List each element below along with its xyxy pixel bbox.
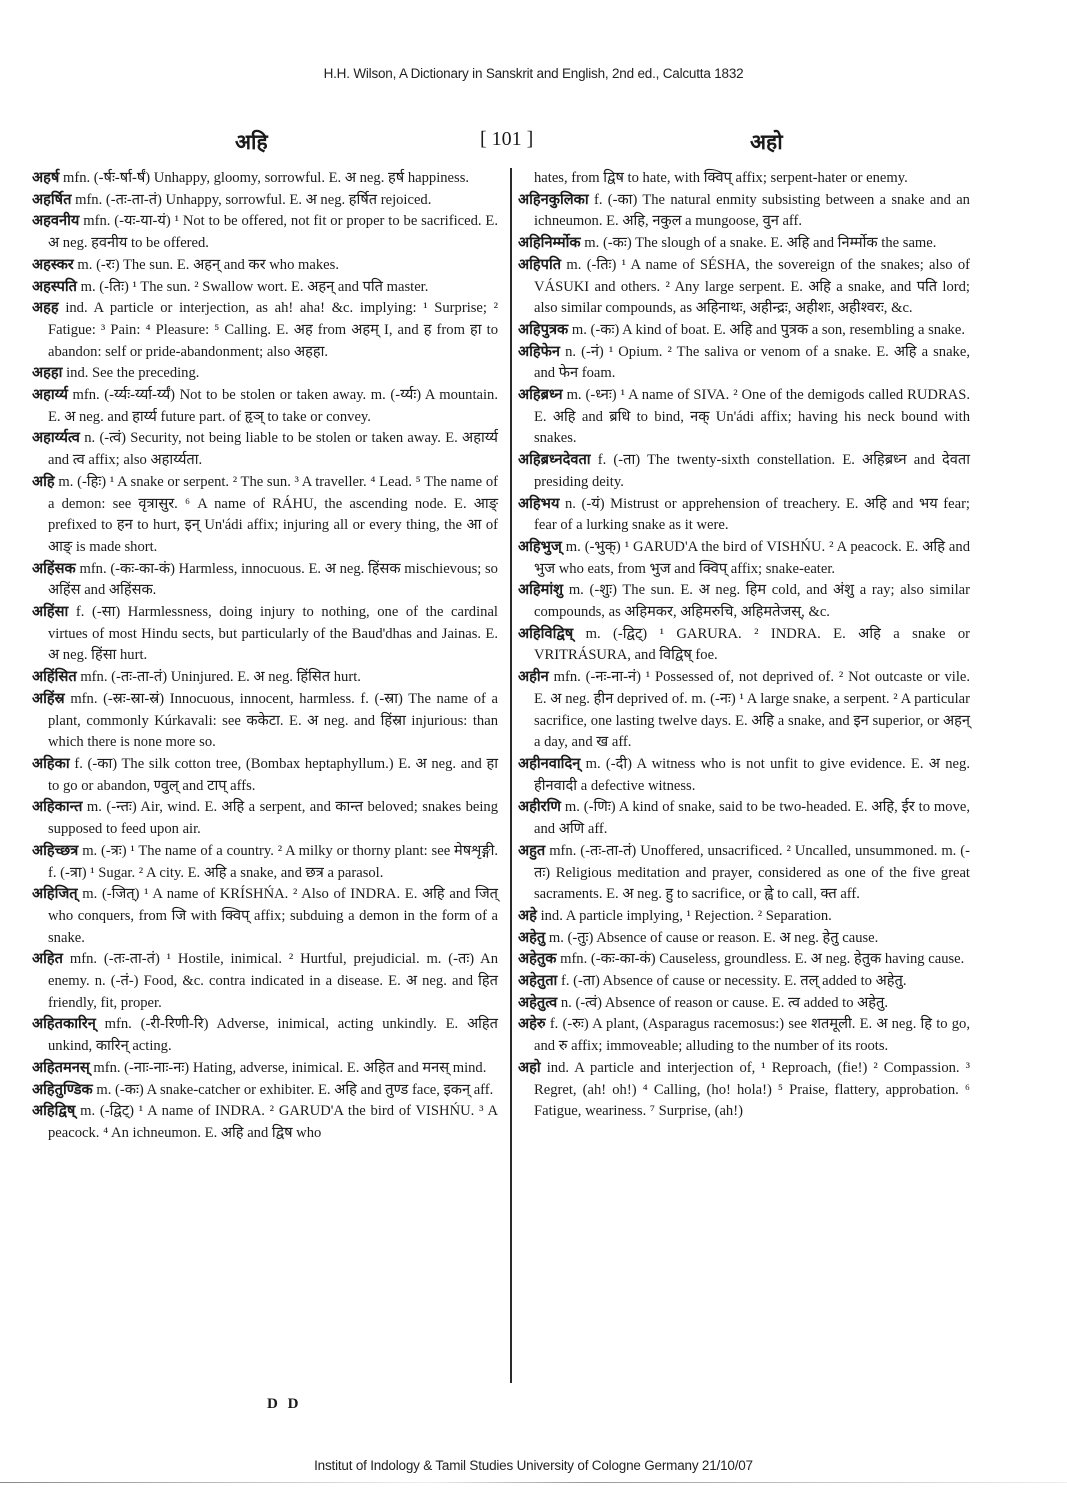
entry-headword: अहार्य्यत्व bbox=[32, 430, 80, 447]
dictionary-entry bbox=[32, 841, 498, 884]
dictionary-entry bbox=[518, 928, 970, 950]
dictionary-entry bbox=[32, 1058, 498, 1080]
entry-definition: m. (-तिः) ¹ A name of SÉSHA, the sovereign of the snakes; also of VÁSUKI and others. ² Any large serpent. E. अहि a snake, and पति lord; also similar compounds, as अहिनाथः, अहीन्द्रः, अहीशः, अहीश्वरः, &c. bbox=[534, 256, 971, 317]
entry-definition: f. (-ता) The twenty-sixth constellation. E. अहिब्रध्न and देवता presiding deity. bbox=[534, 452, 970, 490]
dictionary-entry bbox=[518, 949, 970, 971]
entry-definition: m. (-भुक्) ¹ GARUD'A the bird of VISHŃU. ² A peacock. E. अहि and भुज who eats, from भुज and क्विप् affix; snake-eater. bbox=[534, 538, 970, 577]
entry-headword: अहिब्रध्न bbox=[518, 387, 563, 404]
entry-definition: f. (-रुः) A plant, (Asparagus racemosus:) see शतमूली. E. अ neg. हि to go, and रु affix; immoveable; alluding to the number of its roots. bbox=[534, 1016, 970, 1055]
entry-definition: mfn. (-री-रिणी-रि) Adverse, inimical, acting unkindly. E. अहित unkind, कारिन् acting. bbox=[48, 1016, 498, 1055]
continued-entry-text: hates, from द्विष to hate, with क्विप् affix; serpent-hater or enemy. bbox=[534, 170, 908, 186]
entry-definition: f. (-ता) Absence of cause or necessity. E. तल् added to अहेतु. bbox=[560, 973, 907, 990]
dictionary-entry bbox=[518, 233, 970, 255]
right-column bbox=[518, 168, 970, 1123]
entry-definition: n. (-यं) Mistrust or apprehension of treachery. E. अहि and भय fear; fear of a lurking snake as it were. bbox=[534, 495, 970, 534]
dictionary-entry bbox=[518, 624, 970, 667]
entry-definition: m. (-त्रः) ¹ The name of a country. ² A milky or thorny plant: see मेषशृङ्गी. f. (-त्रा) ¹ Sugar. ² A city. E. अहि a snake, and छत्र a parasol. bbox=[48, 842, 498, 881]
entry-definition: mfn. (-र्षः-र्षा-र्षं) Unhappy, gloomy, sorrowful. E. अ neg. हर्ष happiness. bbox=[63, 170, 470, 186]
dictionary-entry bbox=[32, 211, 498, 254]
entry-headword: अहार्य्य bbox=[32, 387, 68, 404]
entry-headword: अहिंसा bbox=[32, 604, 69, 621]
source-header: H.H. Wilson, A Dictionary in Sanskrit and English, 2nd ed., Calcutta 1832 bbox=[323, 66, 744, 81]
entry-headword: अहित bbox=[32, 951, 63, 968]
entry-definition: mfn. (-तः-ता-तं) Unhappy, sorrowful. E. अ neg. हर्षित rejoiced. bbox=[75, 191, 432, 208]
entry-headword: अहिजित् bbox=[32, 886, 78, 903]
entry-definition: m. (-न्तः) Air, wind. E. अहि a serpent, and कान्त beloved; snakes being supposed to feed upon air. bbox=[48, 799, 498, 838]
dictionary-entry bbox=[518, 841, 970, 906]
entry-headword: अहह bbox=[32, 300, 59, 317]
entry-headword: अहे bbox=[518, 907, 537, 924]
entry-definition: m. (-शुः) The sun. E. अ neg. हिम cold, and अंशु a ray; also similar compounds, as अहिमकर, अहिमरुचि, अहिमतेजस्, &c. bbox=[534, 582, 970, 621]
running-head bbox=[0, 128, 1067, 158]
dictionary-entry bbox=[518, 450, 970, 493]
entry-definition: f. (-का) The natural enmity subsisting between a snake and an ichneumon. E. अहि, नकुल a mungoose, वुन aff. bbox=[534, 191, 970, 230]
entry-headword: अहिमांशु bbox=[518, 582, 564, 599]
entry-definition: mfn. (-र्य्यः-र्य्या-र्य्यं) Not to be stolen or taken away. m. (-र्य्यः) A mountain. E. अ neg. and हार्य्य future part. of हृञ् to take or convey. bbox=[48, 387, 498, 425]
entry-definition: mfn. (-तः-ता-तं) Unoffered, unsacrificed. ² Uncalled, unsummoned. m. (-तः) Religious meditation and prayer, considered as one of the five great sacraments. E. अ neg. हु to sacrifice, or ह्वे to call, क्त aff. bbox=[534, 842, 970, 903]
dictionary-entry bbox=[32, 190, 498, 212]
entry-definition: m. (-तुः) Absence of cause or reason. E. अ neg. हेतु cause. bbox=[548, 929, 879, 946]
entry-definition: m. (-कः) A snake-catcher or exhibiter. E. अहि and तुण्ड face, इकन् aff. bbox=[96, 1081, 494, 1098]
entry-definition: n. (-त्वं) Absence of reason or cause. E. त्व added to अहेतु. bbox=[560, 994, 889, 1011]
dictionary-entry bbox=[518, 190, 970, 233]
entry-definition: n. (-नं) ¹ Opium. ² The saliva or venom of a snake. E. अहि a snake, and फेन foam. bbox=[534, 343, 970, 382]
dictionary-entry bbox=[32, 667, 498, 689]
entry-headword: अहि bbox=[32, 473, 55, 490]
dictionary-entry bbox=[32, 884, 498, 949]
dictionary-entry bbox=[32, 385, 498, 428]
dictionary-entry bbox=[32, 168, 498, 190]
entry-definition: mfn. (-तः-ता-तं) Uninjured. E. अ neg. हिंसित hurt. bbox=[80, 669, 361, 686]
entry-definition: mfn. (-कः-का-कं) Causeless, groundless. E. अ neg. हेतुक having cause. bbox=[560, 951, 965, 968]
scan-edge-line bbox=[0, 1482, 1067, 1483]
entry-headword: अहितुण्डिक bbox=[32, 1081, 93, 1098]
dictionary-entry bbox=[32, 277, 498, 299]
dictionary-entry bbox=[518, 971, 970, 993]
entry-definition: m. (-रः) The sun. E. अहन् and कर who makes. bbox=[77, 256, 339, 273]
entry-definition: mfn. (-स्रः-स्रा-स्रं) Innocuous, innocent, harmless. f. (-स्रा) The name of a plant, commonly Kúrkavali: see ककेटा. E. अ neg. and हिंस्रा injurious: than which there is none more so. bbox=[48, 690, 498, 751]
entry-headword: अहिच्छत्र bbox=[32, 842, 79, 859]
entry-headword: अहुत bbox=[518, 842, 546, 859]
entry-headword: अहो bbox=[518, 1059, 541, 1076]
dictionary-entry bbox=[518, 667, 970, 754]
entry-headword: अहिपति bbox=[518, 256, 562, 273]
page-number: [ 101 ] bbox=[480, 128, 534, 150]
entry-headword: अहिब्रध्नदेवता bbox=[518, 452, 591, 469]
dictionary-entry bbox=[518, 537, 970, 580]
dictionary-entry bbox=[32, 689, 498, 754]
dictionary-entry bbox=[518, 754, 970, 797]
dictionary-entry bbox=[32, 255, 498, 277]
entry-definition: m. (-तिः) ¹ The sun. ² Swallow wort. E. अहन् and पति master. bbox=[80, 278, 429, 295]
dictionary-entry bbox=[32, 797, 498, 840]
entry-headword: अहिविद्विष् bbox=[518, 625, 574, 642]
dictionary-entry bbox=[32, 949, 498, 1014]
entry-definition: f. (-का) The silk cotton tree, (Bombax heptaphyllum.) E. अ neg. and हा to go or abandon, ण्वुल् and टाप् affs. bbox=[48, 755, 498, 794]
entry-definition: m. (-हिः) ¹ A snake or serpent. ² The sun. ³ A traveller. ⁴ Lead. ⁵ The name of a demon: see वृत्रासुर. ⁶ A name of RÁHU, the ascending node. E. आङ् prefixed to हन to hurt, इन् Un'ádi affix; injuring all or every thing, the आ of आङ् is made short. bbox=[48, 473, 498, 555]
entry-definition: ind. See the preceding. bbox=[66, 365, 200, 382]
dictionary-entry bbox=[32, 1101, 498, 1144]
entry-definition: m. (-द्विट्) ¹ GARURA. ² INDRA. E. अहि a snake or VRITRÁSURA, and विद्विष् foe. bbox=[534, 625, 971, 664]
entry-headword: अहहा bbox=[32, 365, 63, 382]
entry-headword: अहिभय bbox=[518, 495, 560, 512]
entry-headword: अहेतुता bbox=[518, 973, 558, 990]
dictionary-entry bbox=[32, 602, 498, 667]
signature-mark: D D bbox=[267, 1396, 302, 1412]
dictionary-entry bbox=[32, 1014, 498, 1057]
entry-definition: m. (-द्विट्) ¹ A name of INDRA. ² GARUD'A the bird of VISHŃU. ³ A peacock. ⁴ An ichneumon. E. अहि and द्विष who bbox=[48, 1103, 498, 1141]
entry-headword: अहीरणि bbox=[518, 799, 561, 816]
entry-headword: अहितमनस् bbox=[32, 1059, 90, 1076]
entry-headword: अहिंसित bbox=[32, 669, 77, 686]
entry-headword: अहवनीय bbox=[32, 213, 80, 230]
entry-definition: m. (-कः) A kind of boat. E. अहि and पुत्रक a son, resembling a snake. bbox=[571, 321, 965, 338]
entry-headword: अहेतु bbox=[518, 929, 546, 946]
entry-headword: अहेतुत्व bbox=[518, 994, 558, 1011]
left-column bbox=[32, 168, 498, 1145]
entry-headword: अहिफेन bbox=[518, 343, 561, 360]
entry-definition: m. (-दी) A witness who is not unfit to give evidence. E. अ neg. हीनवादी a defective witness. bbox=[534, 755, 970, 794]
entry-headword: अहितकारिन् bbox=[32, 1016, 96, 1033]
entry-definition: f. (-सा) Harmlessness, doing injury to nothing, one of the cardinal virtues of most Hindu sects, but particularly of the Baud'dhas and Jainas. E. अ neg. हिंसा hurt. bbox=[48, 604, 498, 664]
entry-headword: अहीन bbox=[518, 669, 549, 686]
entry-headword: अहिंस्र bbox=[32, 690, 65, 707]
dictionary-entry bbox=[32, 1080, 498, 1102]
dictionary-entry bbox=[518, 993, 970, 1015]
dictionary-entry bbox=[518, 494, 970, 537]
entry-definition: ind. A particle or interjection, as ah! aha! &c. implying: ¹ Surprise; ² Fatigue: ³ Pain: ⁴ Pleasure: ⁵ Calling. E. अह from अहम् I, and ह from हा to abandon: self or pride-abandonment; also अहहा. bbox=[48, 300, 498, 360]
dictionary-entry bbox=[32, 559, 498, 602]
entry-headword: अहर्षित bbox=[32, 191, 72, 208]
entry-headword: अहिद्विष् bbox=[32, 1103, 76, 1120]
left-guide-word: अहि bbox=[235, 129, 268, 154]
dictionary-entry bbox=[518, 342, 970, 385]
entry-headword: अहिका bbox=[32, 755, 70, 772]
entry-headword: अहिनकुलिका bbox=[518, 191, 589, 208]
dictionary-entry bbox=[518, 906, 970, 928]
entry-headword: अहस्पति bbox=[32, 278, 77, 295]
entry-headword: अहिनिर्म्मोक bbox=[518, 235, 581, 252]
dictionary-entry bbox=[518, 580, 970, 623]
dictionary-entry bbox=[32, 754, 498, 797]
entry-definition: m. (-कः) The slough of a snake. E. अहि and निर्म्मोक the same. bbox=[584, 235, 937, 252]
entry-headword: अहिकान्त bbox=[32, 799, 83, 816]
entry-definition: mfn. (-तः-ता-तं) ¹ Hostile, inimical. ² Hurtful, prejudicial. m. (-तः) An enemy. n. (-तं-) Food, &c. contra indicated in a disease. E. अ neg. and हित friendly, fit, proper. bbox=[48, 951, 499, 1011]
entry-headword: अहिभुज् bbox=[518, 538, 562, 555]
entry-definition: m. (-ध्नः) ¹ A name of SIVA. ² One of the demigods called RUDRAS. E. अहि and ब्रधि to bind, नक् Un'ádi affix; having his neck bound with snakes. bbox=[534, 387, 970, 447]
entry-definition: m. (-जित्) ¹ A name of KRÍSHŃA. ² Also of INDRA. E. अहि and जित् who conquers, from जि with क्विप् affix; subduing a demon in the form of a snake. bbox=[48, 886, 499, 946]
entry-headword: अहर्ष bbox=[32, 170, 60, 186]
entry-definition: mfn. (-यः-या-यं) ¹ Not to be offered, not fit or proper to be sacrificed. E. अ neg. हवनीय to be offered. bbox=[48, 213, 498, 252]
entry-definition: mfn. (-नः-ना-नं) ¹ Possessed of, not deprived of. ² Not outcaste or vile. E. अ neg. हीन deprived of. m. (-नः) ¹ A large snake, a serpent. ² A particular sacrifice, one lasting twelve days. E. अहि a snake, and इन superior, or अहन् a day, and ख aff. bbox=[534, 669, 970, 751]
entry-definition: m. (-णिः) A kind of snake, said to be two-headed. E. अहि, ईर to move, and अणि aff. bbox=[534, 799, 970, 838]
entry-definition: ind. A particle implying, ¹ Rejection. ² Separation. bbox=[540, 907, 832, 924]
entry-headword: अहिपुत्रक bbox=[518, 321, 569, 338]
right-guide-word: अहो bbox=[750, 129, 783, 154]
entry-headword: अहस्कर bbox=[32, 256, 74, 273]
dictionary-entry bbox=[518, 797, 970, 840]
dictionary-entry bbox=[518, 1014, 970, 1057]
source-footer: Institut of Indology & Tamil Studies University of Cologne Germany 21/10/07 bbox=[314, 1458, 753, 1473]
dictionary-entry bbox=[518, 1058, 970, 1123]
entry-definition: ind. A particle and interjection of, ¹ Reproach, (fie!) ² Compassion. ³ Regret, (ah! oh!) ⁴ Calling, (ho! hola!) ⁵ Praise, flattery, approbation. ⁶ Fatigue, weariness. ⁷ Surprise, (ah!) bbox=[534, 1059, 970, 1120]
dictionary-entry bbox=[518, 385, 970, 450]
column-divider bbox=[510, 168, 512, 1383]
entry-definition: mfn. (-नाः-नाः-नः) Hating, adverse, inimical. E. अहित and मनस् mind. bbox=[93, 1059, 487, 1076]
dictionary-entry bbox=[32, 298, 498, 363]
entry-headword: अहिंसक bbox=[32, 560, 76, 577]
entry-headword: अहेरु bbox=[518, 1016, 546, 1033]
entry-headword: अहीनवादिन् bbox=[518, 755, 581, 772]
entry-headword: अहेतुक bbox=[518, 951, 557, 968]
entry-definition: n. (-त्वं) Security, not being liable to be stolen or taken away. E. अहार्य्य and त्व affix; also अहार्य्यता. bbox=[48, 430, 498, 469]
dictionary-entry bbox=[32, 428, 498, 471]
dictionary-entry bbox=[32, 363, 498, 385]
dictionary-entry bbox=[518, 255, 970, 320]
entry-definition: mfn. (-कः-का-कं) Harmless, innocuous. E. अ neg. हिंसक mischievous; so अहिंस and अहिंसक. bbox=[48, 560, 498, 599]
dictionary-entry bbox=[32, 472, 498, 559]
dictionary-entry bbox=[518, 320, 970, 342]
